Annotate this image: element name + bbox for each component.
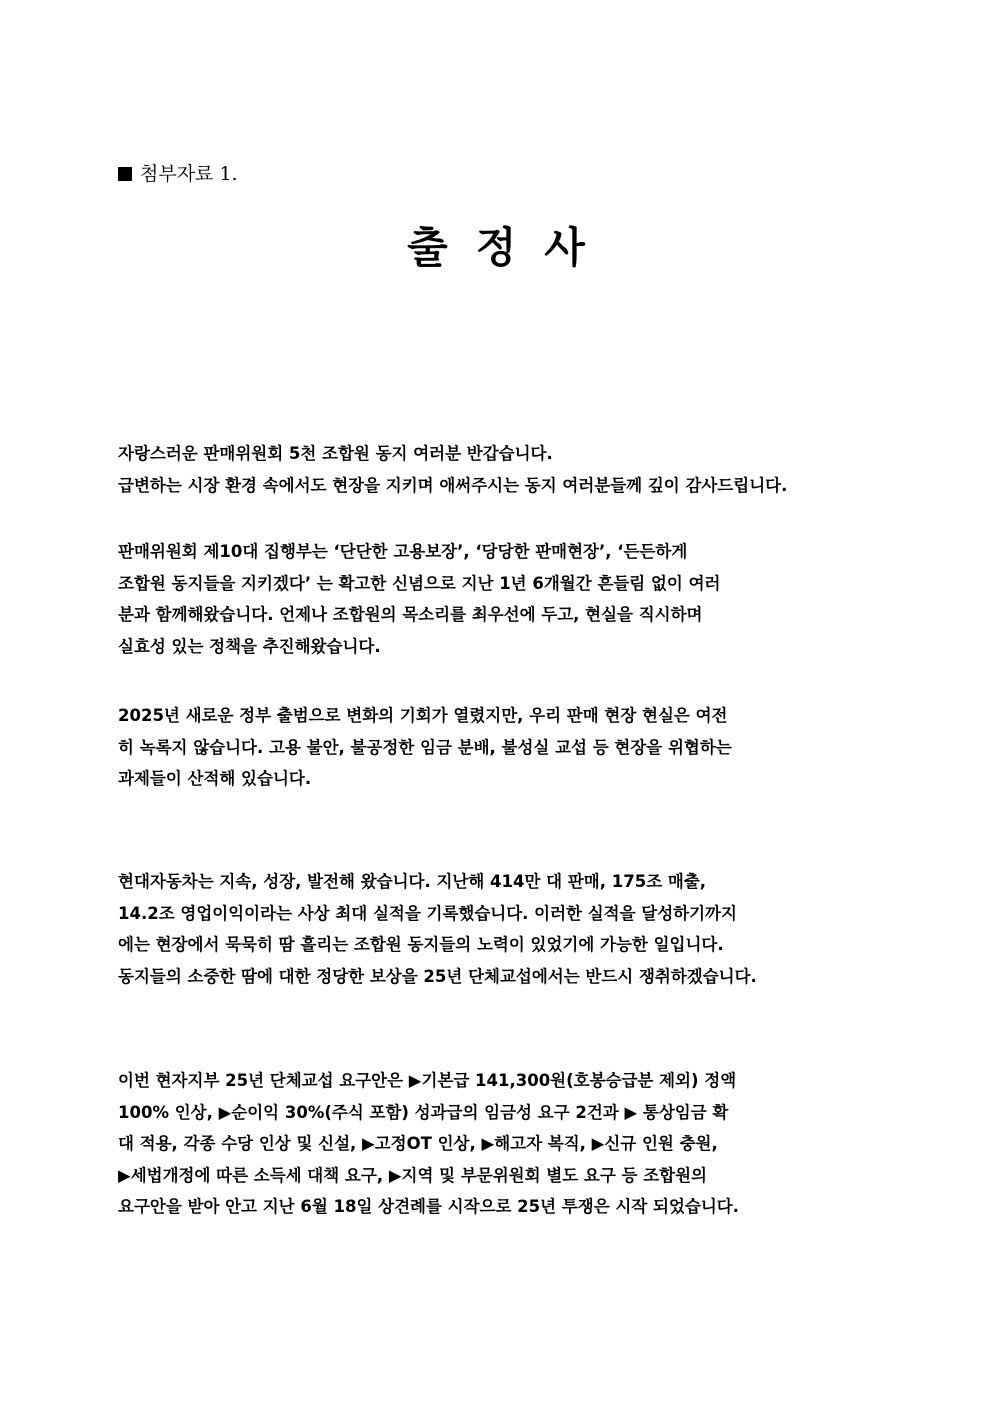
paragraph-line: 히 녹록지 않습니다. 고용 불안, 불공정한 임금 분배, 불성실 교섭 등 현장을 위협하는 [118, 737, 732, 757]
paragraph-performance [118, 866, 876, 992]
paragraph-line: 판매위원회 제10대 집행부는 ‘단단한 고용보장’, ‘당당한 판매현장’, ‘든든하게 [118, 542, 688, 561]
document-title: 출정사 [407, 223, 613, 272]
paragraph-line: 실효성 있는 정책을 추진해왔습니다. [118, 636, 381, 656]
paragraph-greeting [118, 438, 876, 501]
paragraph-line: 급변하는 시장 환경 속에서도 현장을 지키며 애써주시는 동지 여러분들께 깊이 감사드립니다. [118, 475, 788, 495]
paragraph-line: 요구안을 받아 안고 지난 6월 18일 상견례를 시작으로 25년 투쟁은 시작 되었습니다. [118, 1197, 739, 1216]
paragraph-line: 조합원 동지들을 지키겠다’ 는 확고한 신념으로 지난 1년 6개월간 흔들림 없이 여러 [118, 573, 721, 593]
paragraph-line: 14.2조 영업이익이라는 사상 최대 실적을 기록했습니다. 이러한 실적을 달성하기까지 [118, 903, 737, 923]
attachment-label: 첨부자료 1. [140, 163, 238, 185]
paragraph-line: 2025년 새로운 정부 출범으로 변화의 기회가 열렸지만, 우리 판매 현장 현실은 여전 [118, 706, 728, 725]
paragraph-line: 동지들의 소중한 땀에 대한 정당한 보상을 25년 단체교섭에서는 반드시 쟁취하겠습니다. [118, 966, 757, 986]
paragraph-line: 과제들이 산적해 있습니다. [118, 769, 312, 788]
paragraph-line: 분과 함께해왔습니다. 언제나 조합원의 목소리를 최우선에 두고, 현실을 직시하며 [118, 605, 703, 624]
paragraph-situation [118, 700, 876, 795]
paragraph-line: 에는 현장에서 묵묵히 땀 흘리는 조합원 동지들의 노력이 있었기에 가능한 일입니다. [118, 935, 724, 954]
paragraph-line: 100% 인상, ▶순이익 30%(주식 포함) 성과급의 임금성 요구 2건과 ▶ 통상임금 확 [118, 1102, 729, 1122]
paragraph-line: 대 적용, 각종 수당 인상 및 신설, ▶고정OT 인상, ▶해고자 복직, ▶신규 인원 충원, [118, 1134, 718, 1153]
black-square-icon [118, 167, 132, 181]
paragraph-line: 자랑스러운 판매위원회 5천 조합원 동지 여러분 반갑습니다. [118, 444, 553, 463]
paragraph-line: ▶세법개정에 따른 소득세 대책 요구, ▶지역 및 부문위원회 별도 요구 등 조합원의 [118, 1165, 707, 1185]
attachment-header [118, 160, 238, 188]
paragraph-demands [118, 1065, 876, 1223]
paragraph-line: 이번 현자지부 25년 단체교섭 요구안은 ▶기본급 141,300원(호봉승급분 제외) 정액 [118, 1071, 737, 1090]
paragraph-line: 현대자동차는 지속, 성장, 발전해 왔습니다. 지난해 414만 대 판매, 175조 매출, [118, 872, 707, 891]
paragraph-executive [118, 536, 876, 662]
